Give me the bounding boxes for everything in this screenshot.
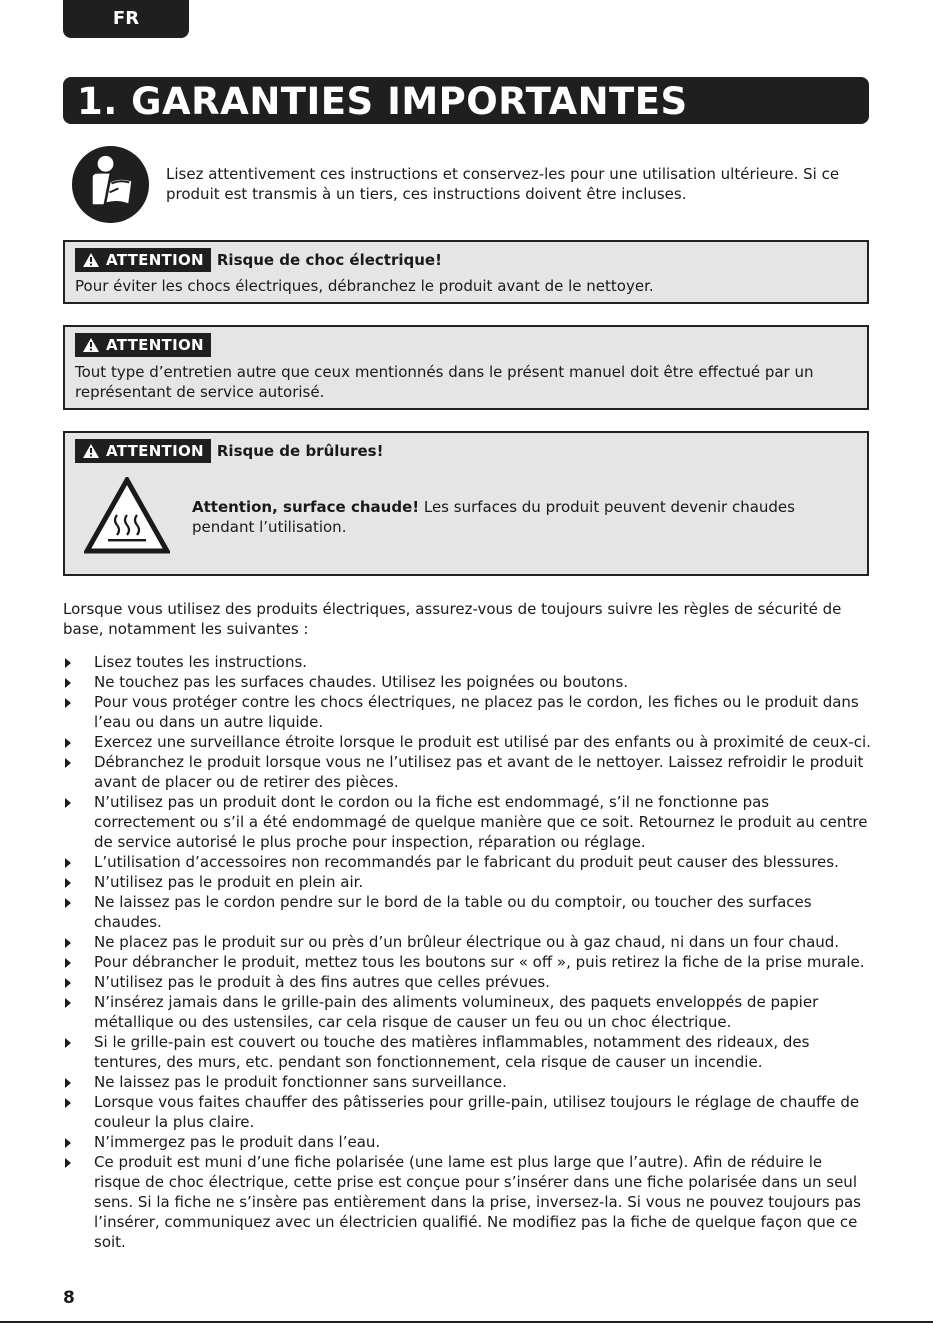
list-item: N’utilisez pas le produit en plein air. <box>63 872 873 892</box>
bullet-icon <box>65 998 71 1008</box>
bullet-icon <box>65 1038 71 1048</box>
warning-triangle-icon <box>83 338 99 352</box>
language-tab: FR <box>63 0 189 38</box>
bullet-icon <box>65 1078 71 1088</box>
list-item: Ce produit est muni d’une fiche polarisée (une lame est plus large que l’autre). Afin de réduire le risque de choc électrique, cette prise est conçue pour s’insérer dans une fiche polarisée dans un seul sens. Si la fiche ne s’insère pas entièrement dans la prise, inversez-la. Si vous ne pouvez toujours pas l’insérer, communiquez avec un électricien qualifié. Ne modifiez pas la fiche de quelque façon que ce soit. <box>63 1152 873 1252</box>
page-number: 8 <box>63 1288 75 1308</box>
attention-badge <box>75 439 211 463</box>
bullet-icon <box>65 1158 71 1168</box>
list-item: L’utilisation d’accessoires non recommandés par le fabricant du produit peut causer des blessures. <box>63 852 873 872</box>
bullet-icon <box>65 858 71 868</box>
hot-surface-desc: Les surfaces du produit peuvent devenir chaudes pendant l’utilisation. <box>192 498 795 536</box>
warning-burns <box>63 431 869 576</box>
warning-triangle-icon <box>83 253 99 267</box>
list-item: Lorsque vous faites chauffer des pâtisseries pour grille-pain, utilisez toujours le réglage de chauffe de couleur la plus claire. <box>63 1092 873 1132</box>
warning-service <box>63 325 869 410</box>
bullet-icon <box>65 878 71 888</box>
section-title: 1. GARANTIES IMPORTANTES <box>63 77 869 124</box>
attention-label: ATTENTION <box>106 442 204 460</box>
warning-text: Pour éviter les chocs électriques, débranchez le produit avant de le nettoyer. <box>75 277 654 295</box>
bullet-icon <box>65 678 71 688</box>
list-item: Pour débrancher le produit, mettez tous les boutons sur « off », puis retirez la fiche de la prise murale. <box>63 952 873 972</box>
hot-surface-icon <box>84 477 170 554</box>
hot-surface-bold: Attention, surface chaude! <box>192 498 420 516</box>
list-item: N’insérez jamais dans le grille-pain des aliments volumineux, des paquets enveloppés de papier métallique ou des ustensiles, car cela risque de causer un feu ou un choc électrique. <box>63 992 873 1032</box>
safety-rules-list <box>63 652 873 1252</box>
bullet-icon <box>65 938 71 948</box>
bullet-icon <box>65 798 71 808</box>
warning-triangle-icon <box>83 444 99 458</box>
list-item: N’utilisez pas un produit dont le cordon ou la fiche est endommagé, s’il ne fonctionne pas correctement ou s’il a été endommagé de quelque manière que ce soit. Retournez le produit au centre de service autorisé le plus proche pour inspection, réparation ou réglage. <box>63 792 873 852</box>
warning-subject: Risque de brûlures! <box>216 442 384 460</box>
bullet-icon <box>65 978 71 988</box>
safety-lead-text: Lorsque vous utilisez des produits électriques, assurez-vous de toujours suivre les règles de sécurité de base, notamment les suivantes : <box>63 600 842 638</box>
attention-badge <box>75 248 211 272</box>
bullet-icon <box>65 698 71 708</box>
read-manual-icon <box>71 145 150 224</box>
attention-label: ATTENTION <box>106 251 204 269</box>
list-item: Si le grille-pain est couvert ou touche des matières inflammables, notamment des rideaux, des tentures, des murs, etc. pendant son fonctionnement, cela risque de causer un incendie. <box>63 1032 873 1072</box>
warning-subject: Risque de choc électrique! <box>216 251 442 269</box>
list-item: Pour vous protéger contre les chocs électriques, ne placez pas le cordon, les fiches ou le produit dans l’eau ou dans un autre liquide. <box>63 692 873 732</box>
list-item: Ne laissez pas le cordon pendre sur le bord de la table ou du comptoir, ou toucher des surfaces chaudes. <box>63 892 873 932</box>
bullet-icon <box>65 658 71 668</box>
bullet-icon <box>65 738 71 748</box>
list-item: Débranchez le produit lorsque vous ne l’utilisez pas et avant de le nettoyer. Laissez refroidir le produit avant de placer ou de retirer des pièces. <box>63 752 873 792</box>
warning-text: Tout type d’entretien autre que ceux mentionnés dans le présent manuel doit être effectué par un représentant de service autorisé. <box>75 363 814 401</box>
bullet-icon <box>65 1098 71 1108</box>
bullet-icon <box>65 898 71 908</box>
list-item: Lisez toutes les instructions. <box>63 652 873 672</box>
list-item: Ne touchez pas les surfaces chaudes. Utilisez les poignées ou boutons. <box>63 672 873 692</box>
bullet-icon <box>65 758 71 768</box>
bullet-icon <box>65 1138 71 1148</box>
list-item: Exercez une surveillance étroite lorsque le produit est utilisé par des enfants ou à proximité de ceux-ci. <box>63 732 873 752</box>
warning-electric-shock <box>63 240 869 304</box>
list-item: Ne laissez pas le produit fonctionner sans surveillance. <box>63 1072 873 1092</box>
bottom-divider <box>0 1321 933 1323</box>
attention-label: ATTENTION <box>106 336 204 354</box>
attention-badge <box>75 333 211 357</box>
intro-text: Lisez attentivement ces instructions et conservez-les pour une utilisation ultérieure. Si ce produit est transmis à un tiers, ces instructions doivent être incluses. <box>166 165 840 203</box>
list-item: Ne placez pas le produit sur ou près d’un brûleur électrique ou à gaz chaud, ni dans un four chaud. <box>63 932 873 952</box>
hot-surface-text <box>192 497 857 537</box>
list-item: N’utilisez pas le produit à des fins autres que celles prévues. <box>63 972 873 992</box>
bullet-icon <box>65 958 71 968</box>
list-item: N’immergez pas le produit dans l’eau. <box>63 1132 873 1152</box>
